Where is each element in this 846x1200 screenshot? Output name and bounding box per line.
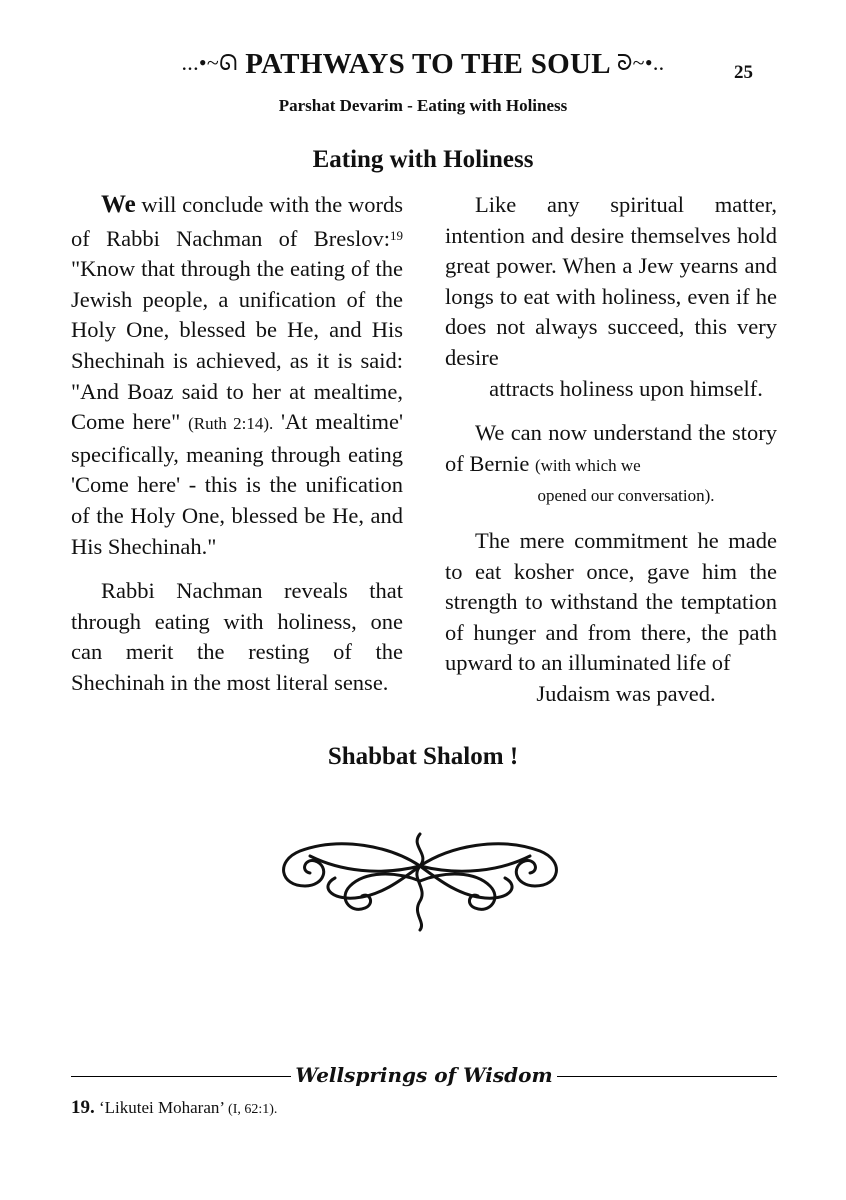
paragraph-text: will conclude with the words of Rabbi Nachman of Breslov: [71, 192, 403, 251]
page-subtitle: Parshat Devarim - Eating with Holiness [278, 96, 568, 115]
paragraph-text: "Know that through the eating of the Jewish people, a unification of the Holy One, blessed be He, and His Shechinah is achieved, as it is said: "And Boaz said to her at mealtime, Come here" [71, 256, 403, 435]
footnote-ref: 19 [390, 227, 403, 243]
footnote [71, 1097, 277, 1119]
section-heading: Eating with Holiness [312, 146, 534, 173]
left-flourish-icon: ...•~ᘏ [181, 50, 238, 75]
citation: (Ruth 2:14). [188, 414, 274, 434]
paragraph-last-line: Judaism was paved. [536, 680, 716, 706]
paragraph-text: 'At mealtime' specifically, meaning through eating 'Come here' - this is the unification of the Holy One, blessed be He, and His Shechinah." [71, 409, 404, 559]
paragraph [445, 190, 777, 404]
lead-word: We [101, 191, 136, 218]
footnote-text: ‘Likutei Moharan’ [94, 1098, 229, 1117]
flourish-ornament-icon [270, 826, 570, 936]
page-number: 25 [734, 62, 753, 83]
right-flourish-icon: ᘐ~•.. [616, 50, 665, 75]
footnote-number: 19. [71, 1097, 95, 1118]
running-title [0, 48, 846, 81]
paragraph [445, 418, 777, 512]
footer-label [71, 1063, 777, 1087]
parenthetical-last-line: opened our conversation). [537, 486, 715, 506]
closing-greeting: Shabbat Shalom ! [327, 743, 519, 770]
page-header [0, 48, 846, 92]
footer-divider [71, 1063, 777, 1088]
parenthetical: (with which we [534, 455, 641, 475]
paragraph-text: We can now understand the story of Bernie [445, 420, 777, 476]
paragraph-text: The mere commitment he made to eat kosher once, gave him the strength to withstand the temptation of hunger and from there, the path upward to an illuminated life of [445, 527, 777, 676]
right-column [445, 190, 777, 724]
left-column [71, 190, 403, 713]
paragraph-last-line: attracts holiness upon himself. [489, 375, 763, 401]
footer-label-text: Wellsprings of Wisdom [291, 1063, 556, 1087]
paragraph: Rabbi Nachman reveals that through eating with holiness, one can merit the resting of the Shechinah in the most literal sense. [71, 578, 403, 695]
running-title-text: PATHWAYS TO THE SOUL [245, 48, 610, 80]
paragraph-text: Like any spiritual matter, intention and desire themselves hold great power. When a Jew yearns and longs to eat with holiness, even if he does not always succeed, this very desire [445, 192, 777, 370]
footnote-reference: (I, 62:1). [228, 1102, 278, 1117]
paragraph [71, 190, 403, 562]
paragraph [445, 526, 777, 710]
